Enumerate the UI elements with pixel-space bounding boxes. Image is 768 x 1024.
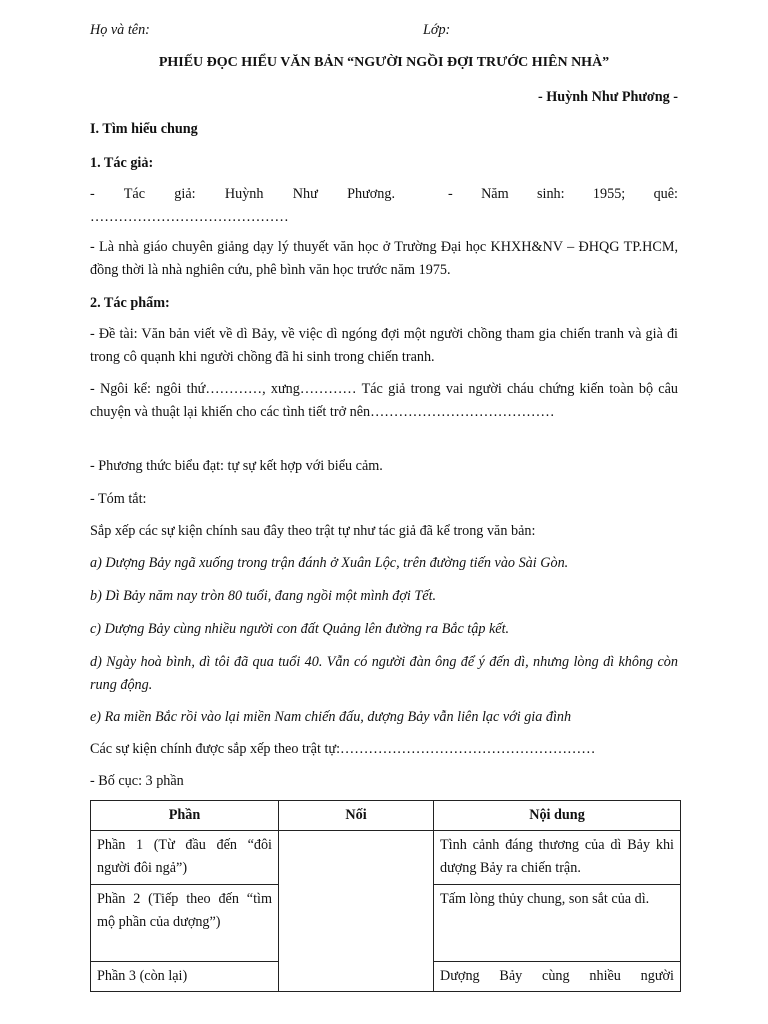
- event-b: b) Dì Bảy năm nay tròn 80 tuổi, đang ngồi một mình đợi Tết.: [90, 588, 437, 604]
- event-d: d) Ngày hoà bình, dì tôi đã qua tuổi 40. Vẫn có người đàn ông để ý đến dì, nhưng lòng dì không còn rung động.: [90, 654, 678, 693]
- event-c: c) Dượng Bảy cùng nhiều người con đất Quảng lên đường ra Bắc tập kết.: [90, 621, 510, 637]
- mode-paragraph: - Phương thức biểu đạt: tự sự kết hợp với biểu cảm.: [90, 458, 383, 474]
- author-heading: 1. Tác giả:: [90, 155, 154, 171]
- author-birth-line: - Năm sinh: 1955; quê:: [448, 186, 678, 202]
- author-info: [90, 183, 678, 229]
- event-e: e) Ra miền Bắc rồi vào lại miền Nam chiến đấu, dượng Bảy vẫn liên lạc với gia đình: [90, 709, 572, 725]
- class-label: Lớp:: [423, 22, 451, 38]
- event-a: a) Dượng Bảy ngã xuống trong trận đánh ở Xuân Lộc, trên đường tiến vào Sài Gòn.: [90, 555, 569, 571]
- table-header-row: [91, 801, 681, 831]
- topic-paragraph: - Đề tài: Văn bản viết về dì Bảy, về việc dì ngóng đợi một người chồng tham gia chiến tranh và già đi trong cô quạnh khi người chồng đã hi sinh trong chiến tranh.: [90, 326, 678, 365]
- row-3-content: Dượng Bảy cùng nhiều người: [434, 962, 681, 992]
- structure-table: [90, 800, 681, 992]
- row-1-content: Tình cảnh đáng thương của dì Bảy khi dượng Bảy ra chiến trận.: [434, 831, 681, 885]
- layout-label: - Bố cục: 3 phần: [90, 773, 184, 789]
- row-3-part: Phần 3 (còn lại): [91, 962, 279, 992]
- row-2-part: Phần 2 (Tiếp theo đến “tìm mộ phần của dượng”): [91, 885, 279, 962]
- arrange-prompt: Sắp xếp các sự kiện chính sau đây theo trật tự như tác giả đã kể trong văn bản:: [90, 523, 536, 539]
- author-hometown-blank: ……………………………………: [90, 209, 289, 225]
- narrator-paragraph: - Ngôi kể: ngôi thứ…………, xưng………… Tác giả trong vai người cháu chứng kiến toàn bộ câu chuyện và thuật lại khiến cho các tình tiết trở nên…………………………………: [90, 381, 678, 420]
- page-title: PHIẾU ĐỌC HIỂU VĂN BẢN “NGƯỜI NGỒI ĐỢI TRƯỚC HIÊN NHÀ”: [158, 55, 610, 70]
- summary-label: - Tóm tắt:: [90, 491, 147, 507]
- header-match: Nối: [279, 801, 434, 831]
- author-career-paragraph: - Là nhà giáo chuyên giảng dạy lý thuyết văn học ở Trường Đại học KHXH&NV – ĐHQG TP.HCM, đồng thời là nhà nghiên cứu, phê bình văn học trước năm 1975.: [90, 239, 678, 278]
- name-label: Họ và tên:: [90, 22, 150, 38]
- order-answer-line: Các sự kiện chính được sắp xếp theo trật tự:………………………………………………: [90, 741, 596, 757]
- match-column-blank: [279, 831, 434, 992]
- section-1-heading: I. Tìm hiểu chung: [90, 121, 198, 137]
- header-content: Nội dung: [434, 801, 681, 831]
- table-row: [91, 831, 681, 885]
- author-name-line: - Tác giả: Huỳnh Như Phương.: [90, 186, 395, 202]
- header-part: Phần: [91, 801, 279, 831]
- work-heading: 2. Tác phẩm:: [90, 295, 170, 311]
- row-1-part: Phần 1 (Từ đầu đến “đôi người đôi ngả”): [91, 831, 279, 885]
- author-byline: - Huỳnh Như Phương -: [538, 89, 678, 105]
- row-2-content: Tấm lòng thủy chung, son sắt của dì.: [434, 885, 681, 962]
